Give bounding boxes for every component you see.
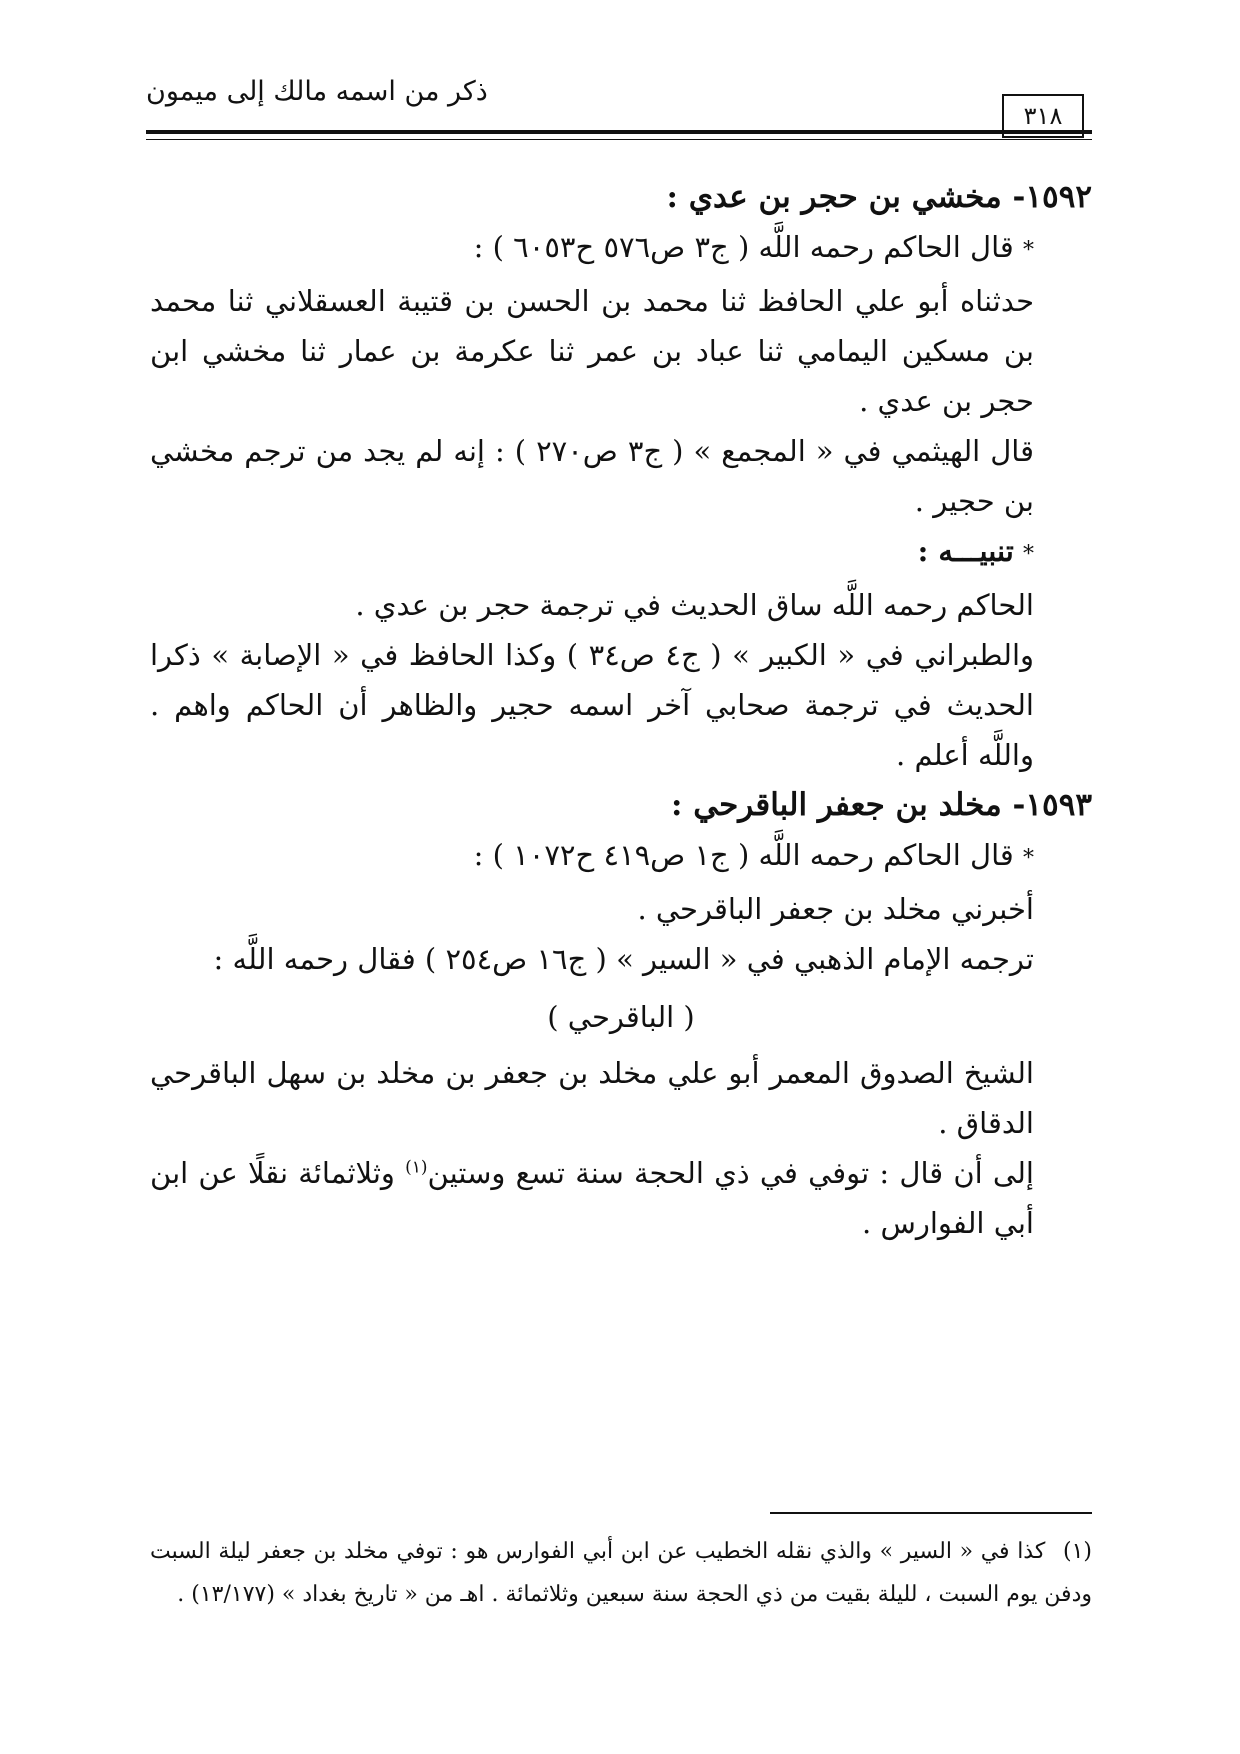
death-paragraph [150,1148,1092,1248]
tanbih-label: تنبيـــه : [917,534,1014,568]
bio-paragraph: الشيخ الصدوق المعمر أبو علي مخلد بن جعفر بن مخلد بن سهل الباقرحي الدقاق . [150,1056,1034,1140]
tanbih-line [150,526,1092,580]
tarjama-paragraph: ترجمه الإمام الذهبي في « السير » ( ج١٦ ص٢٥٤ ) فقال رحمه اللَّه : [213,942,1034,976]
footnote-marker[interactable]: (١) [405,1157,428,1178]
tanbih-paragraph-2: والطبراني في « الكبير » ( ج٤ ص٣٤ ) وكذا الحافظ في « الإصابة » ذكرا الحديث في ترجمة صحابي آخر اسمه حجير والظاهر أن الحاكم واهم . واللَّه أعلم . [150,638,1035,772]
page-header [146,72,1092,152]
running-title: ذكر من اسمه مالك إلى ميمون [146,76,488,107]
source-line [150,222,1092,276]
star-marker: * [1023,542,1034,567]
entry-heading: ١٥٩٣- مخلد بن جعفر الباقرحي : [671,787,1092,823]
header-rule-thick [146,130,1092,134]
footnote-number: (١) [1062,1539,1092,1564]
header-rule-thin [146,139,1092,140]
footnotes [150,1530,1092,1616]
footnote-text: كذا في « السير » والذي نقله الخطيب عن ابن أبي الفوارس هو : توفي مخلد بن جعفر ليلة السبت ودفن يوم السبت ، لليلة بقيت من ذي الحجة سنة سبعين وثلاثمائة . اهـ من « تاريخ بغداد » (١٣/١٧٧) . [150,1539,1092,1607]
footnote [150,1530,1092,1616]
source-text: قال الحاكم رحمه اللَّه ( ج٣ ص٥٧٦ ح٦٠٥٣ ) : [473,230,1014,264]
page-number: ٣١٨ [1002,94,1084,138]
death-text-before: إلى أن قال : توفي في ذي الحجة سنة تسع وستين [427,1156,1034,1190]
death-text-after: وثلاثمائة نقلًا عن ابن أبي الفوارس . [150,1156,1034,1240]
star-marker: * [1023,238,1034,263]
tanbih-paragraph-1: الحاكم رحمه اللَّه ساق الحديث في ترجمة حجر بن عدي . [355,588,1034,622]
nisba-title: ( الباقرحي ) [547,1000,695,1034]
source-line [150,830,1092,884]
source-text: قال الحاكم رحمه اللَّه ( ج١ ص٤١٩ ح١٠٧٢ ) : [473,838,1014,872]
footnote-separator [770,1512,1092,1514]
isnad-paragraph: أخبرني مخلد بن جعفر الباقرحي . [637,892,1034,926]
main-text [150,172,1092,1248]
haythami-paragraph: قال الهيثمي في « المجمع » ( ج٣ ص٢٧٠ ) : إنه لم يجد من ترجم مخشي بن حجير . [150,434,1034,518]
star-marker: * [1023,846,1034,871]
entry-heading: ١٥٩٢- مخشي بن حجر بن عدي : [666,179,1092,215]
isnad-paragraph: حدثناه أبو علي الحافظ ثنا محمد بن الحسن بن قتيبة العسقلاني ثنا محمد بن مسكين اليمامي ثنا عباد بن عمر ثنا عكرمة بن عمار ثنا مخشي ابن حجر بن عدي . [150,284,1034,418]
